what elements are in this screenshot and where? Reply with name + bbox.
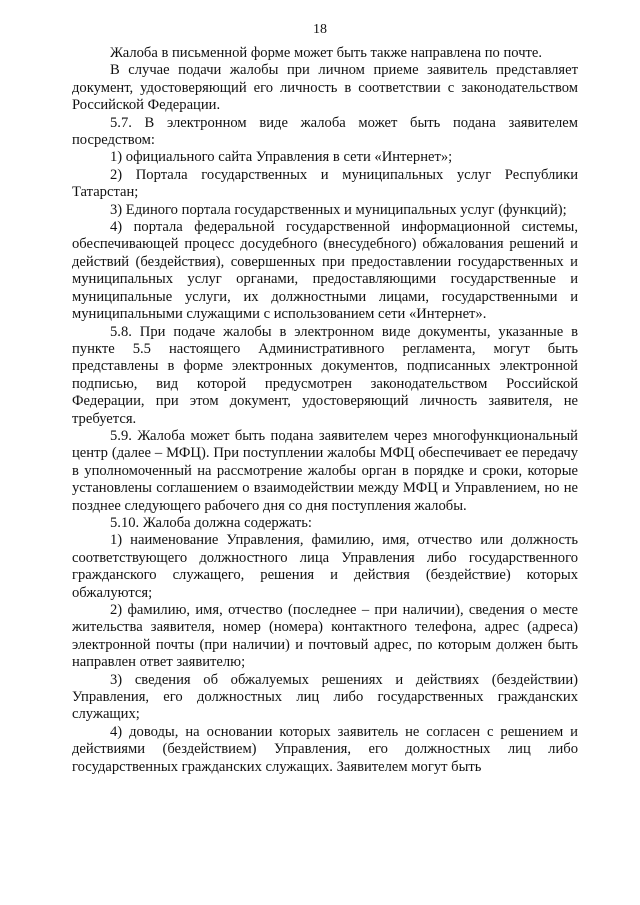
- list-item-federal-portal: 4) портала федеральной государственной информационной системы, обеспечивающей процесс досудебного (внесудебного) обжалования решений и действий (бездействия), совершенных при предоставлении государственных и муниципальных услуг органами, предоставляющими государственные и муниципальные услуги, их должностными лицами, государственными и муниципальными служащими с использованием сети «Интернет».: [72, 219, 578, 323]
- paragraph-5-7: 5.7. В электронном виде жалоба может быть подана заявителем посредством:: [72, 114, 578, 149]
- paragraph-postal-complaint: Жалоба в письменной форме может быть также направлена по почте.: [110, 45, 543, 61]
- list-item-official-site: 1) официального сайта Управления в сети «Интернет»;: [110, 149, 453, 166]
- page-number: 18: [313, 22, 327, 37]
- paragraph-5-10: 5.10. Жалоба должна содержать:: [110, 514, 312, 531]
- list-item-appealed-decisions: 3) сведения об обжалуемых решениях и действиях (бездействии) Управления, его должностных лиц либо государственных гражданских служащих;: [72, 671, 578, 723]
- paragraph-5-8: 5.8. При подаче жалобы в электронном виде документы, указанные в пункте 5.5 настоящего Административного регламента, могут быть представлены в форме электронных документов, подписанных электронной подписью, вид которой предусмотрен законодательством Российской Федерации, при этом документ, удостоверяющий личность заявителя, не требуется.: [72, 323, 578, 427]
- list-item-rt-portal: 2) Портала государственных и муниципальных услуг Республики Татарстан;: [72, 166, 578, 201]
- paragraph-5-9: 5.9. Жалоба может быть подана заявителем через многофункциональный центр (далее – МФЦ). При поступлении жалобы МФЦ обеспечивает ее передачу в уполномоченный на рассмотрение жалобы орган в порядке и сроки, которые установлены соглашением о взаимодействии между МФЦ и Управлением, но не позднее следующего рабочего дня со дня поступления жалобы.: [72, 427, 578, 514]
- list-item-department-name: 1) наименование Управления, фамилию, имя, отчество или должность соответствующего должностного лица Управления либо государственного гражданского служащего, решения и действия (бездействие) которых обжалуются;: [72, 532, 578, 601]
- list-item-unified-portal: 3) Единого портала государственных и муниципальных услуг (функций);: [110, 201, 567, 218]
- document-body: [72, 45, 578, 776]
- list-item-arguments: 4) доводы, на основании которых заявитель не согласен с решением и действиями (бездействием) Управления, его должностных лиц либо государственных гражданских служащих. Заявителем могут быть: [72, 723, 578, 775]
- list-item-applicant-details: 2) фамилию, имя, отчество (последнее – при наличии), сведения о месте жительства заявителя, номер (номера) контактного телефона, адрес (адреса) электронной почты (при наличии) и почтовый адрес, по которым должен быть направлен ответ заявителю;: [72, 602, 578, 671]
- paragraph-personal-reception: В случае подачи жалобы при личном приеме заявитель представляет документ, удостоверяющий его личность в соответствии с законодательством Российской Федерации.: [72, 62, 578, 114]
